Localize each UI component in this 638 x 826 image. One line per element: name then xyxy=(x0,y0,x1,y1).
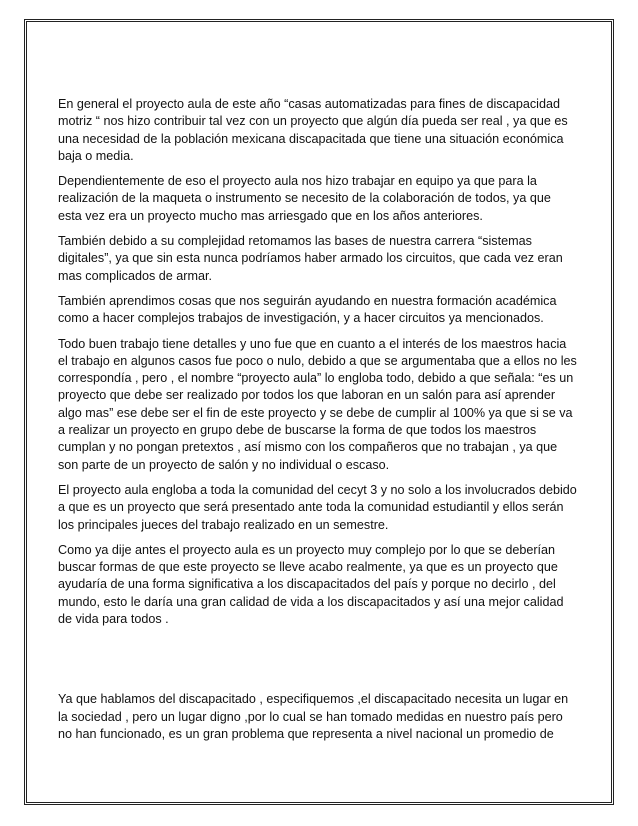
paragraph-5: Todo buen trabajo tiene detalles y uno fue que en cuanto a el interés de los maestros hacia el trabajo en algunos casos fue poco o nulo, debido a que se argumentaba que a ellos no les correspondía , pero , el nombre “proyecto aula” lo engloba todo, debido a que señala: “es un proyecto que debe ser realizado por todos los que laboran en un salón para así aprender algo mas” ese debe ser el fin de este proyecto y se debe de cumplir al 100% ya que si se va a realizar un proyecto en grupo debe de buscarse la forma de que todos los maestros cumplan y no pongan pretextos , así mismo con los compañeros que no trabajan , ya que son parte de un proyecto de salón y no individual o escaso. xyxy=(58,336,577,472)
paragraph-2: Dependientemente de eso el proyecto aula nos hizo trabajar en equipo ya que para la realización de la maqueta o instrumento se necesito de la colaboración de todos, ya que esta vez era un proyecto mucho mas arriesgado que en los años anteriores. xyxy=(58,174,551,223)
paragraph-7: Como ya dije antes el proyecto aula es un proyecto muy complejo por lo que se deberían buscar formas de que este proyecto se lleve acabo realmente, ya que es un proyecto que ayudaría de una forma significativa a los discapacitados del país y porque no decirlo , del mundo, esto le daría una gran calidad de vida a los discapacitados y así una mejor calidad de vida para todos . xyxy=(58,542,564,627)
paragraph-6: El proyecto aula engloba a toda la comunidad del cecyt 3 y no solo a los involucrados debido a que es un proyecto que será presentado ante toda la comunidad estudiantil y ellos serán los principales jueces del trabajo realizado en un semestre. xyxy=(58,482,577,532)
paragraph-3: También debido a su complejidad retomamos las bases de nuestra carrera “sistemas digitales”, ya que sin esta nunca podríamos haber armado los circuitos, que cada vez eran mas complicados de armar. xyxy=(58,234,563,283)
paragraph-8: Ya que hablamos del discapacitado , especifiquemos ,el discapacitado necesita un lugar en la sociedad , pero un lugar digno ,por lo cual se han tomado medidas en nuestro país pero no han funcionado, es un gran problema que representa a nivel nacional un promedio de xyxy=(58,692,569,741)
document-body xyxy=(58,96,578,751)
paragraph-1: En general el proyecto aula de este año “casas automatizadas para fines de discapacidad motriz “ nos hizo contribuir tal vez con un proyecto que algún día pueda ser real , ya que es una necesidad de la población mexicana discapacitada que tiene una situación económica baja o media. xyxy=(58,97,568,163)
paragraph-4: También aprendimos cosas que nos seguirán ayudando en nuestra formación académica como a hacer complejos trabajos de investigación, y a hacer circuitos ya mencionados. xyxy=(58,293,557,326)
